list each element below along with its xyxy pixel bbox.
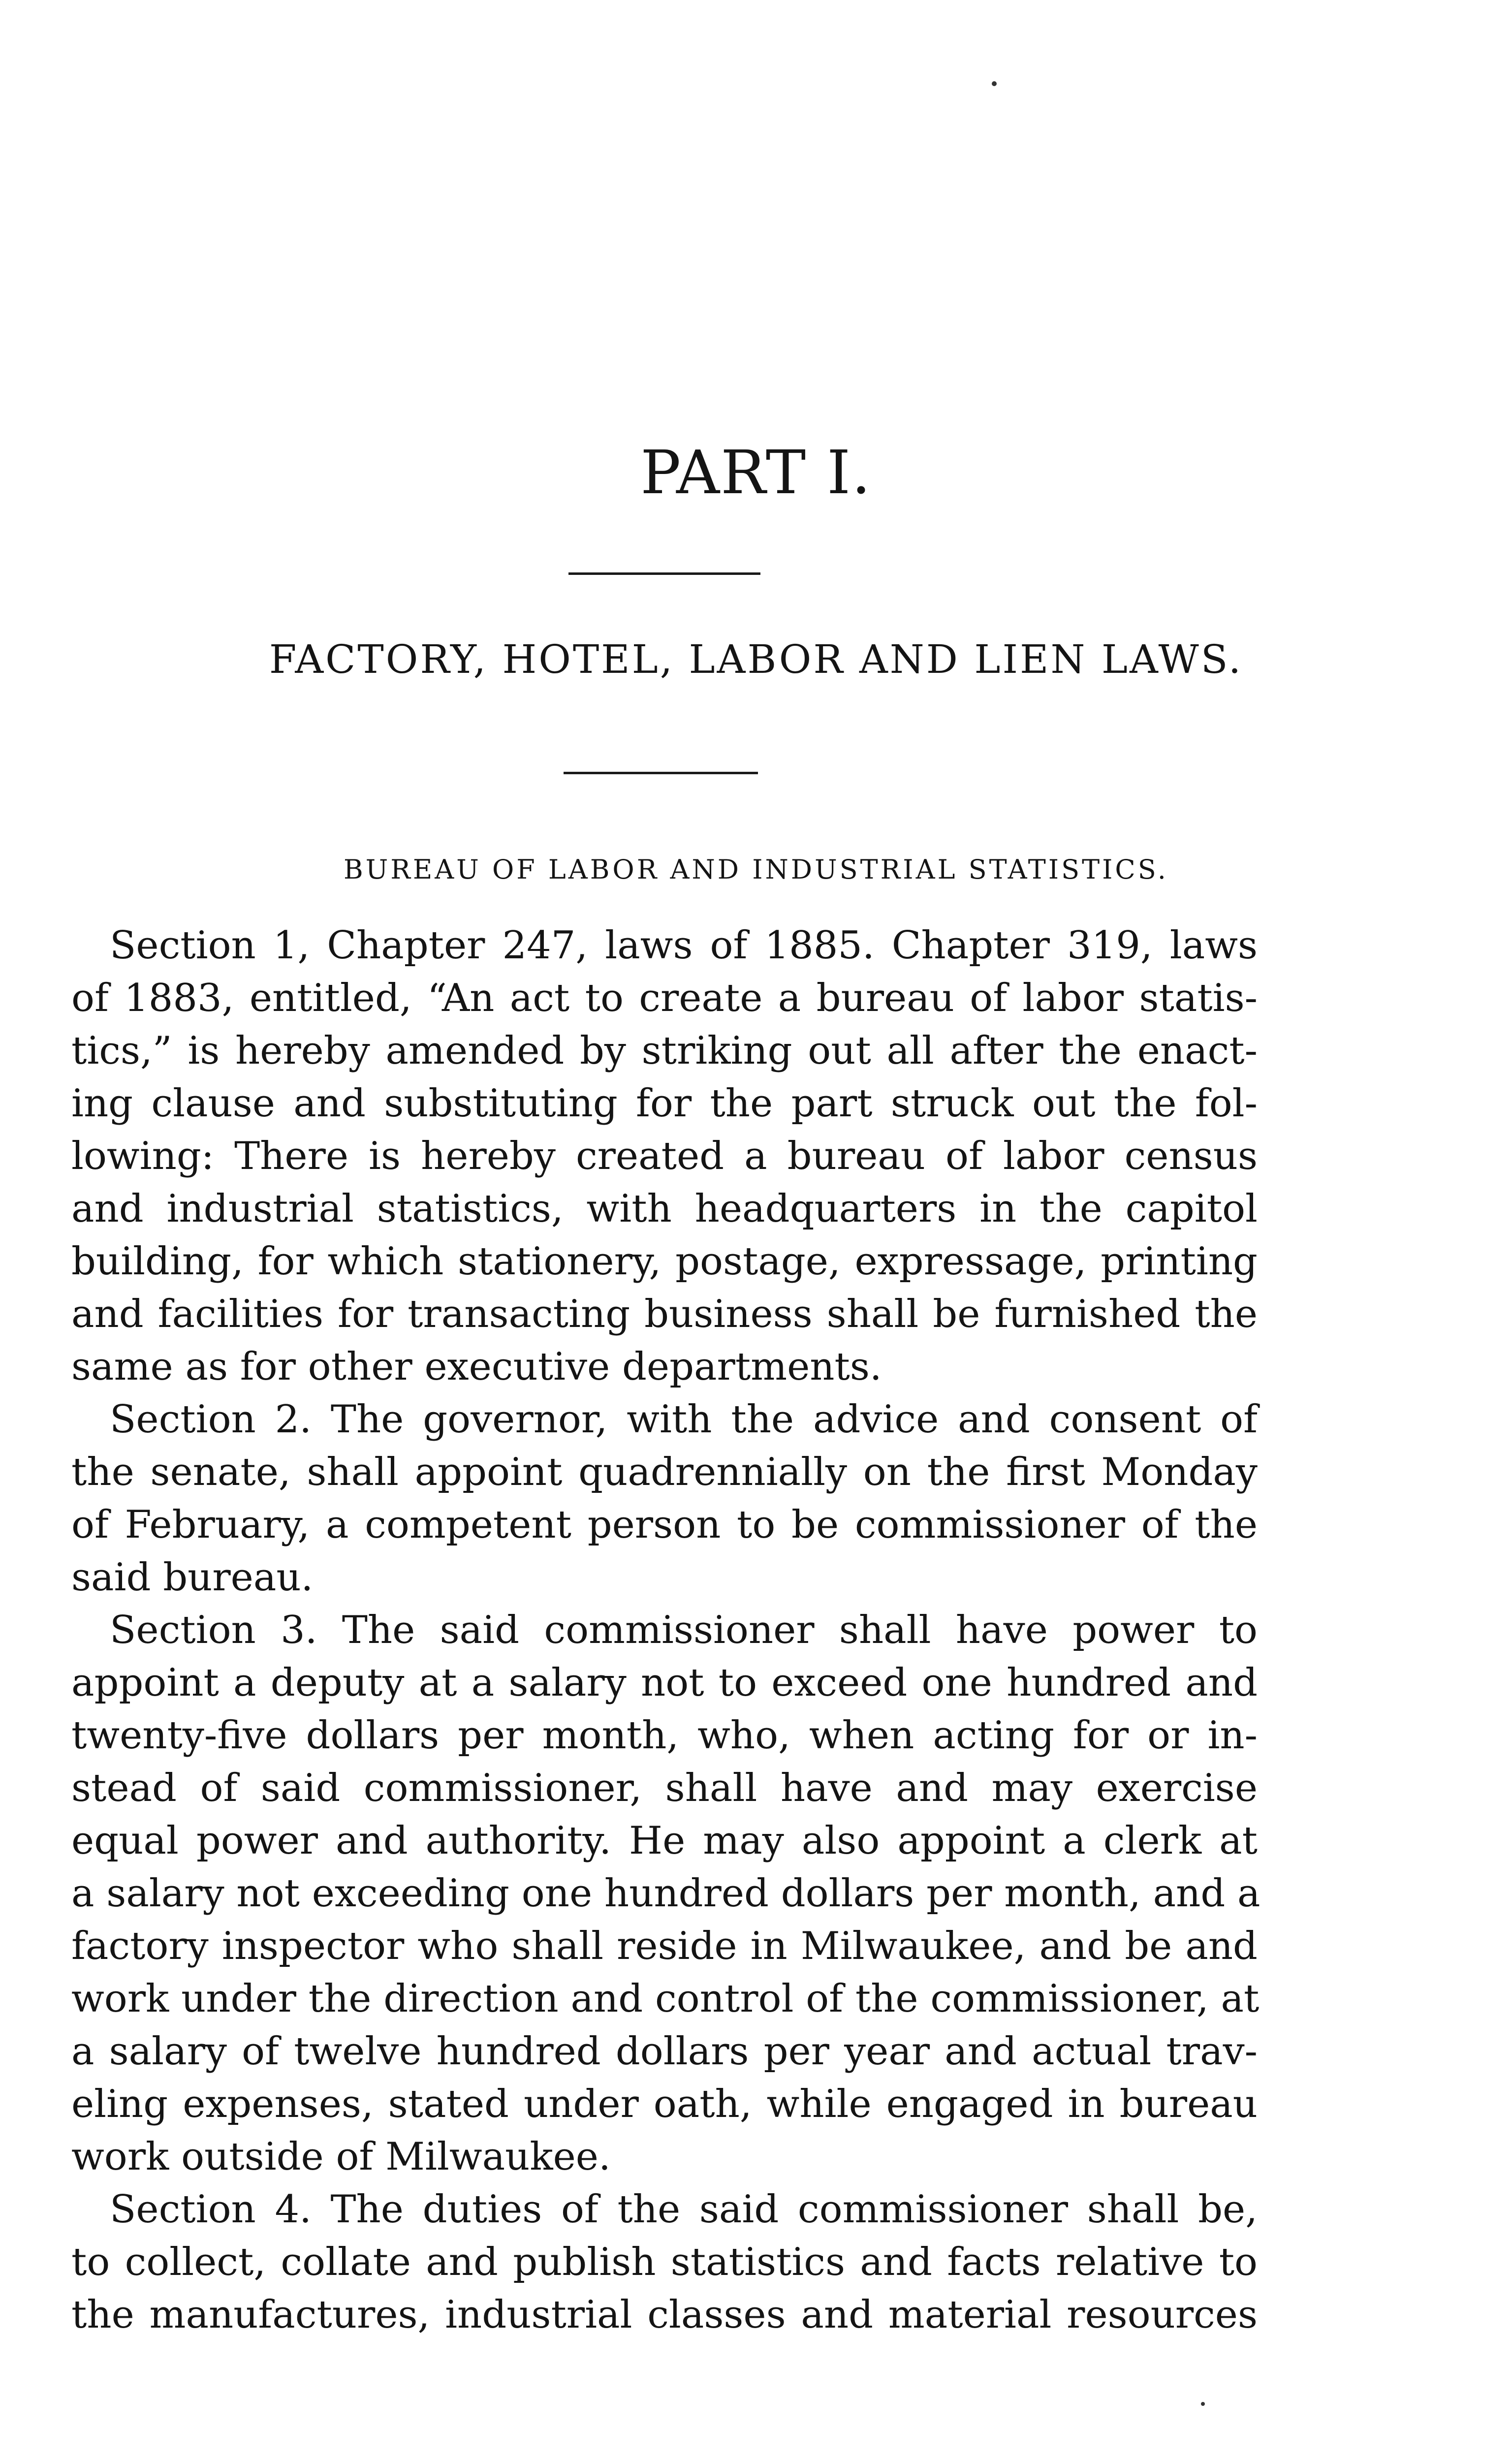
text-line: Section 1, Chapter 247, laws of 1885. Chapter 319, laws — [110, 923, 1258, 968]
text-line: Section 4. The duties of the said commissioner shall be, — [110, 2187, 1258, 2232]
text-line: building, for which stationery, postage, expressage, printing — [71, 1239, 1258, 1284]
text-line: the senate, shall appoint quadrennially on the first Monday — [71, 1450, 1258, 1494]
text-line: the manufactures, industrial classes and material resources — [71, 2293, 1258, 2337]
text-line: and facilities for transacting business shall be furnished the — [71, 1292, 1258, 1336]
text-line: lowing: There is hereby created a bureau of labor census — [71, 1134, 1258, 1178]
text-line: tics,” is hereby amended by striking out all after the enact- — [71, 1029, 1258, 1073]
text-line: twenty-five dollars per month, who, when acting for or in- — [71, 1713, 1258, 1758]
text-line: a salary not exceeding one hundred dollars per month, and a — [71, 1871, 1260, 1916]
text-line: eling expenses, stated under oath, while engaged in bureau — [71, 2082, 1258, 2126]
text-line: appoint a deputy at a salary not to exceed one hundred and — [71, 1661, 1258, 1705]
text-line: factory inspector who shall reside in Milwaukee, and be and — [71, 1924, 1258, 1968]
section-heading: BUREAU OF LABOR AND INDUSTRIAL STATISTICS. — [344, 854, 1168, 885]
scan-speck — [1201, 2402, 1205, 2406]
text-line: work under the direction and control of the commissioner, at — [71, 1977, 1260, 2021]
text-line: equal power and authority. He may also appoint a clerk at — [71, 1819, 1258, 1863]
text-line: said bureau. — [71, 1555, 314, 1600]
text-line: of February, a competent person to be commissioner of the — [71, 1503, 1258, 1547]
body-text — [71, 919, 1258, 2341]
part-title: PART I. — [640, 438, 872, 507]
text-line: stead of said commissioner, shall have and may exercise — [71, 1766, 1258, 1810]
text-line: of 1883, entitled, “An act to create a bureau of labor statis- — [71, 976, 1258, 1020]
part-subtitle: FACTORY, HOTEL, LABOR AND LIEN LAWS. — [269, 636, 1243, 682]
title-rule-lower — [564, 772, 758, 774]
text-line: a salary of twelve hundred dollars per year and actual trav- — [71, 2029, 1258, 2074]
text-line: work outside of Milwaukee. — [71, 2135, 611, 2179]
text-line: same as for other executive departments. — [71, 1345, 882, 1389]
text-line: Section 3. The said commissioner shall have power to — [110, 1608, 1258, 1652]
text-line: to collect, collate and publish statistics and facts relative to — [71, 2240, 1258, 2284]
text-line: ing clause and substituting for the part struck out the fol- — [71, 1081, 1258, 1126]
scan-speck — [992, 81, 997, 86]
title-rule-upper — [568, 572, 760, 575]
text-line: Section 2. The governor, with the advice and consent of — [110, 1397, 1258, 1442]
text-line: and industrial statistics, with headquarters in the capitol — [71, 1187, 1258, 1231]
